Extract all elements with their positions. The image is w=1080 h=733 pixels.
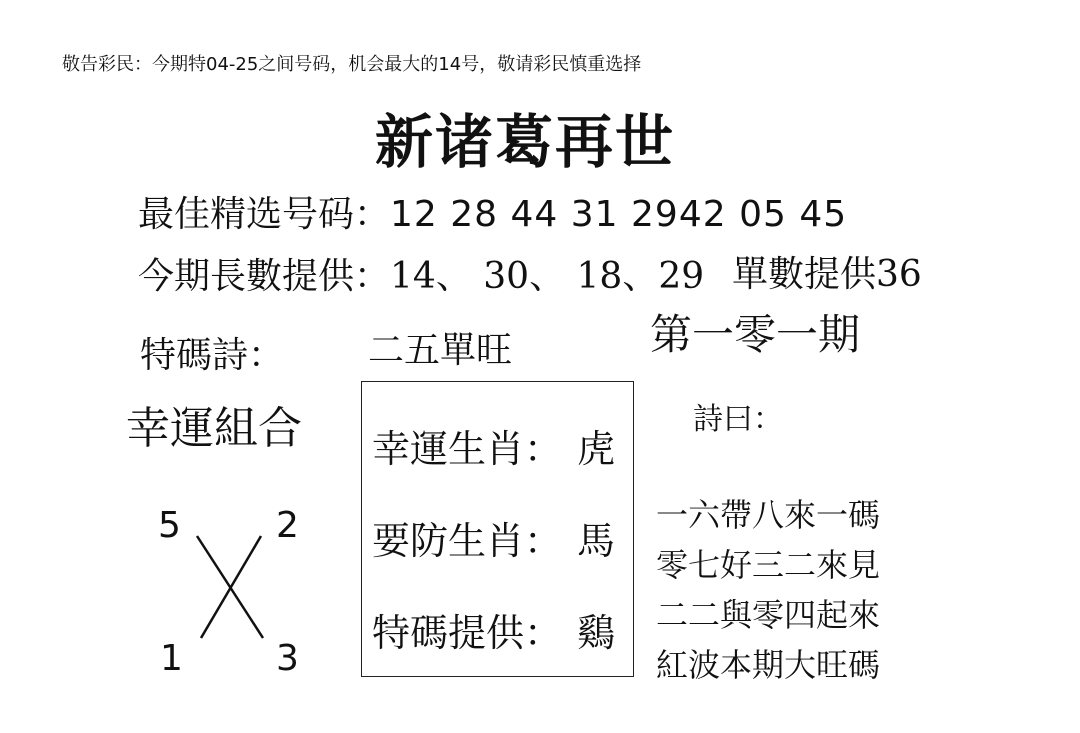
zodiac-row-lucky [372, 418, 615, 473]
zodiac-row-label: 特碼提供： [372, 611, 563, 655]
combo-digit-bottom-right: 3 [276, 638, 299, 679]
zodiac-row-value: 馬 [577, 519, 616, 563]
lucky-combo-heading: 幸運組合 [126, 403, 302, 454]
best-picks-label: 最佳精选号码： [138, 194, 391, 235]
best-picks-numbers: 12 28 44 31 2942 05 45 [390, 194, 848, 235]
tema-poem-value: 二五單旺 [368, 330, 513, 371]
zodiac-box [361, 381, 634, 677]
poem-line: 紅波本期大旺碼 [656, 646, 881, 684]
zodiac-row-guard [372, 510, 615, 565]
poem-line: 零七好三二來見 [656, 546, 881, 584]
combo-digit-bottom-left: 1 [160, 638, 183, 679]
poem-line: 二二與零四起來 [656, 596, 881, 634]
page-title: 新诸葛再世 [375, 108, 676, 176]
zodiac-row-tema [372, 602, 615, 657]
combo-cross-lines [195, 530, 270, 645]
poem-line: 一六帶八來一碼 [656, 496, 881, 534]
period-label: 第一零一期 [650, 310, 861, 359]
long-numbers-values: 14、 30、 18、29 [390, 256, 705, 297]
zodiac-row-label: 要防生肖： [372, 519, 563, 563]
notice-text: 敬告彩民：今期特04-25之间号码，机会最大的14号，敬请彩民慎重选择 [62, 54, 642, 75]
zodiac-row-value: 鷄 [577, 611, 616, 655]
combo-digit-top-left: 5 [158, 505, 181, 546]
zodiac-row-label: 幸運生肖： [372, 427, 563, 471]
combo-digit-top-right: 2 [276, 505, 299, 546]
single-number-text: 單數提供36 [732, 254, 922, 295]
long-numbers-label: 今期長數提供： [138, 256, 391, 297]
tema-poem-label: 特碼詩： [140, 335, 285, 376]
best-picks-line [138, 186, 847, 237]
poem-title: 詩曰： [693, 402, 783, 437]
long-numbers-line [138, 248, 704, 299]
zodiac-row-value: 虎 [577, 427, 616, 471]
